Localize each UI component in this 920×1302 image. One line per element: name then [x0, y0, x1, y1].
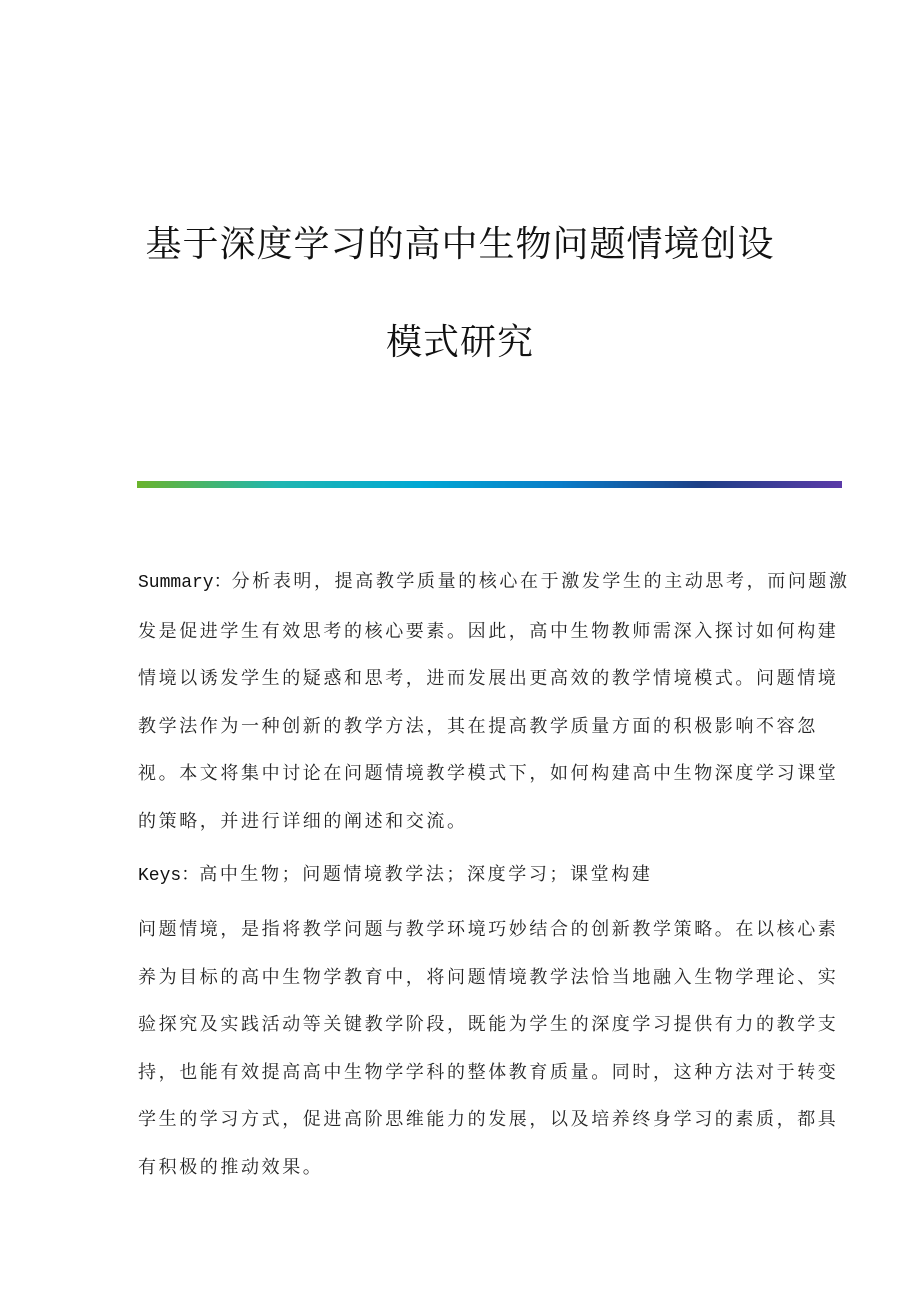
- summary-label: Summary：: [138, 573, 232, 593]
- page-title-line-1: 基于深度学习的高中生物问题情境创设: [145, 224, 775, 265]
- summary-text: 分析表明，提高教学质量的核心在于激发学生的主动思考，而问题激: [231, 571, 850, 592]
- intro-line: 问题情境，是指将教学问题与教学环境巧妙结合的创新教学策略。在以核心素: [138, 919, 839, 940]
- keywords-label: Keys：: [138, 866, 200, 886]
- intro-paragraph: [138, 906, 839, 1191]
- intro-line: 养为目标的高中生物学教育中，将问题情境教学法恰当地融入生物学理论、实: [138, 966, 839, 988]
- summary-section: [138, 558, 850, 845]
- keywords-section: [138, 851, 788, 901]
- intro-line: 有积极的推动效果。: [138, 1156, 324, 1178]
- summary-line: [138, 558, 850, 608]
- keywords-text: 高中生物；问题情境教学法；深度学习；课堂构建: [199, 864, 653, 885]
- summary-line: 发是促进学生有效思考的核心要素。因此，高中生物教师需深入探讨如何构建: [138, 620, 839, 642]
- intro-line: 验探究及实践活动等关键教学阶段，既能为学生的深度学习提供有力的教学支: [138, 1014, 839, 1035]
- intro-line: 学生的学习方式，促进高阶思维能力的发展，以及培养终身学习的素质，都具: [138, 1109, 839, 1130]
- summary-line: 的策略，并进行详细的阐述和交流。: [138, 810, 468, 832]
- summary-line: 情境以诱发学生的疑惑和思考，进而发展出更高效的教学情境模式。问题情境: [138, 668, 839, 689]
- intro-line: 持，也能有效提高高中生物学学科的整体教育质量。同时，这种方法对于转变: [138, 1061, 839, 1083]
- gradient-divider: [137, 481, 842, 488]
- keywords-line: [138, 851, 788, 901]
- page-title-line-2: 模式研究: [385, 322, 534, 363]
- summary-line: 视。本文将集中讨论在问题情境教学模式下，如何构建高中生物深度学习课堂: [138, 763, 839, 784]
- summary-line: 教学法作为一种创新的教学方法，其在提高教学质量方面的积极影响不容忽: [138, 715, 818, 737]
